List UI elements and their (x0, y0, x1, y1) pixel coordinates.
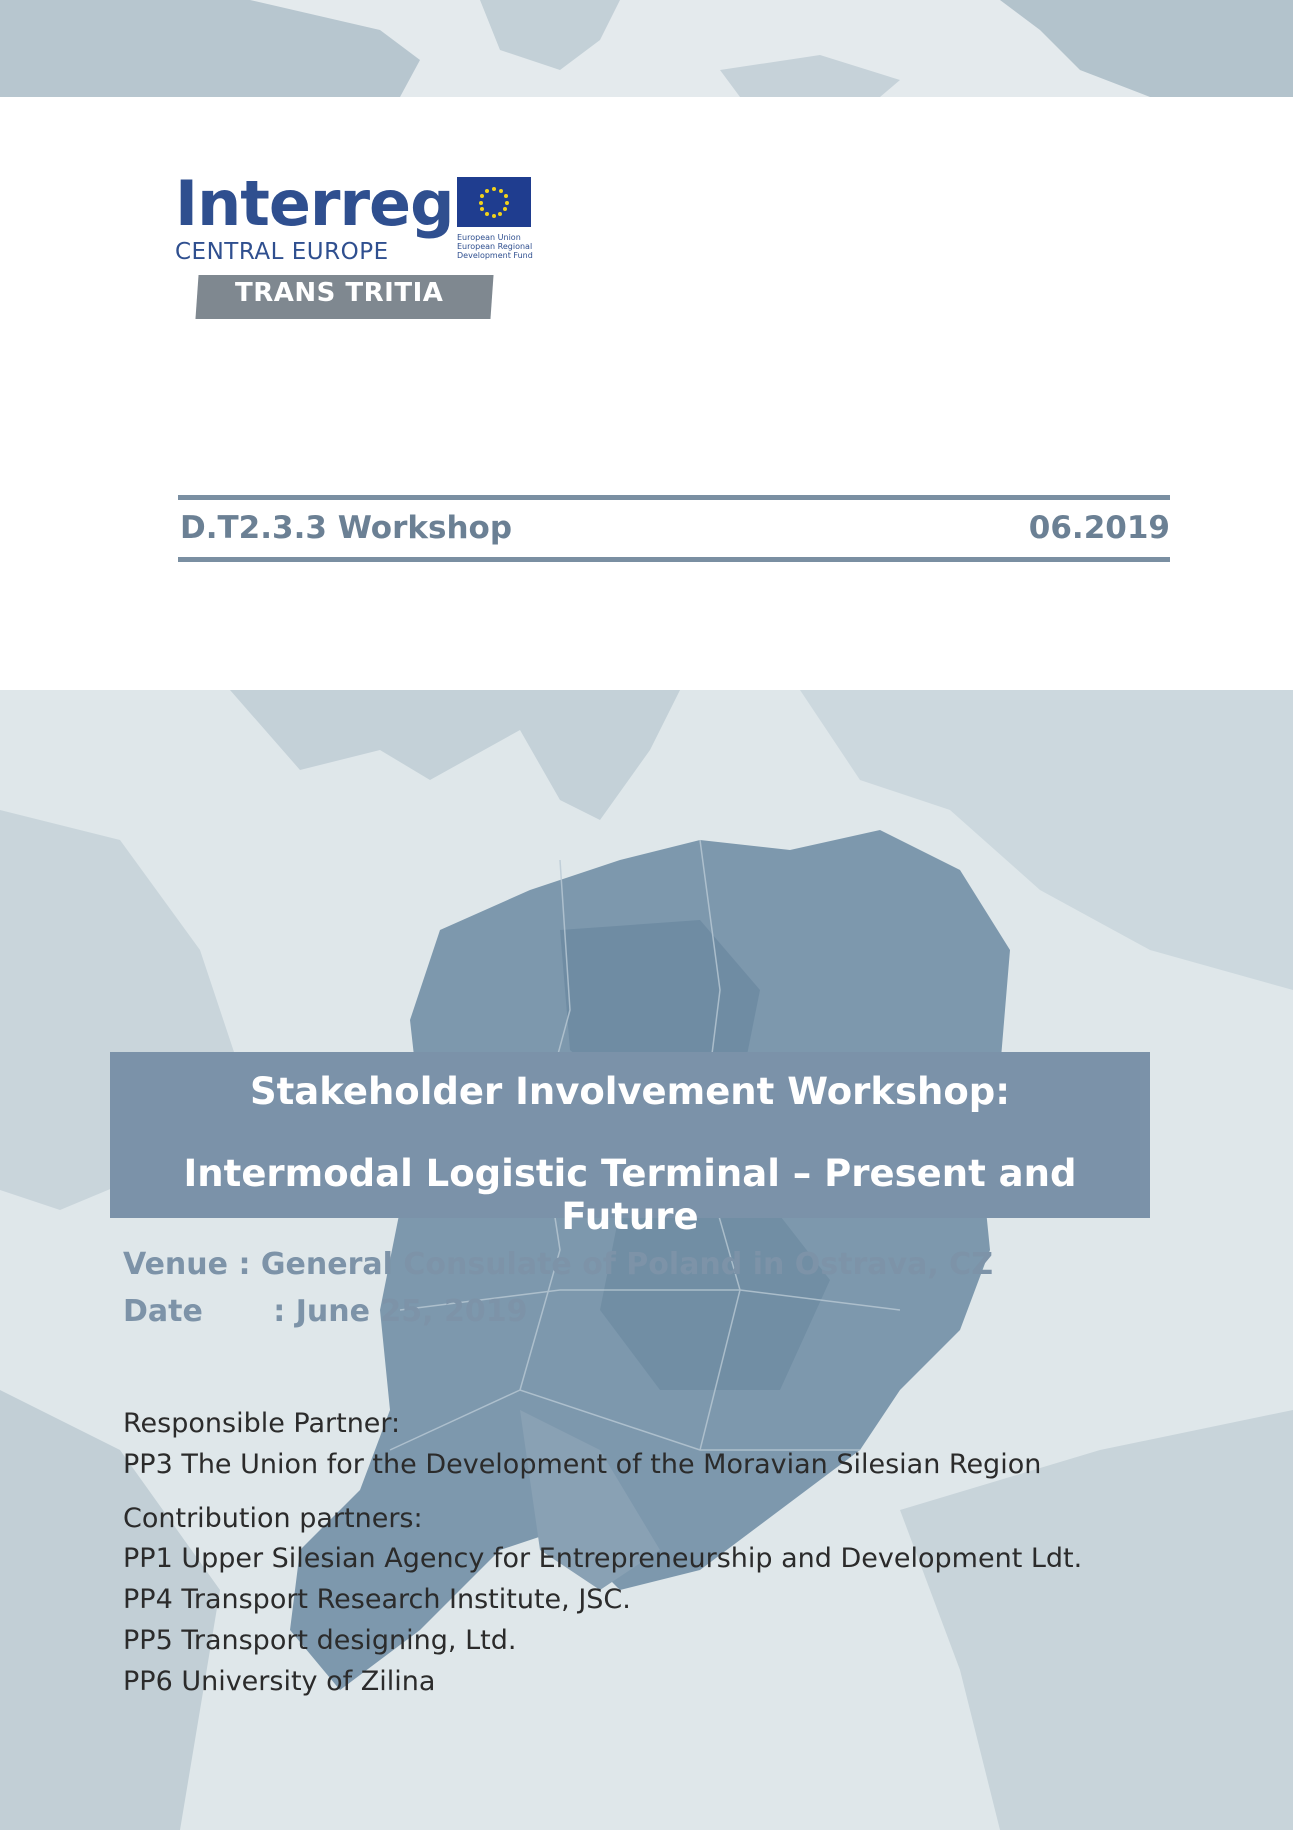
logo-subtitle: CENTRAL EUROPE (175, 239, 389, 265)
venue-value: General Consulate of Poland in Ostrava, CZ (260, 1247, 993, 1282)
eu-fund-text: European Union European Regional Development Fund (457, 233, 533, 260)
date-row: Date : June 25, 2019 (123, 1294, 528, 1329)
interreg-logo (175, 167, 535, 335)
eu-flag-icon (457, 177, 531, 227)
map-background-top (0, 0, 1293, 97)
header-rule-top (178, 495, 1170, 500)
header-rule-bottom (178, 557, 1170, 562)
venue-label: Venue (123, 1247, 228, 1282)
contribution-partner: PP1 Upper Silesian Agency for Entrepreneurship and Development Ldt. (123, 1543, 1083, 1574)
venue-row: Venue : General Consulate of Poland in Ostrava, CZ (123, 1247, 993, 1282)
contribution-partner: PP6 University of Zilina (123, 1666, 436, 1697)
trans-tritia-label: TRANS TRITIA (235, 278, 444, 308)
logo-wordmark: Interreg (175, 167, 454, 240)
contribution-partner: PP4 Transport Research Institute, JSC. (123, 1584, 631, 1615)
document-id: D.T2.3.3 Workshop (180, 510, 513, 546)
workshop-title: Stakeholder Involvement Workshop: (249, 1070, 1011, 1113)
workshop-title-box (110, 1052, 1150, 1238)
responsible-heading: Responsible Partner: (123, 1408, 401, 1439)
workshop-subtitle: Intermodal Logistic Terminal – Present and Future (183, 1152, 1077, 1238)
document-date: 06.2019 (1028, 510, 1170, 546)
date-label: Date (123, 1294, 203, 1329)
responsible-partner: PP3 The Union for the Development of the Moravian Silesian Region (123, 1449, 1042, 1480)
contribution-heading: Contribution partners: (123, 1503, 423, 1534)
contribution-partner: PP5 Transport designing, Ltd. (123, 1625, 517, 1656)
date-value: June 25, 2019 (295, 1294, 528, 1329)
